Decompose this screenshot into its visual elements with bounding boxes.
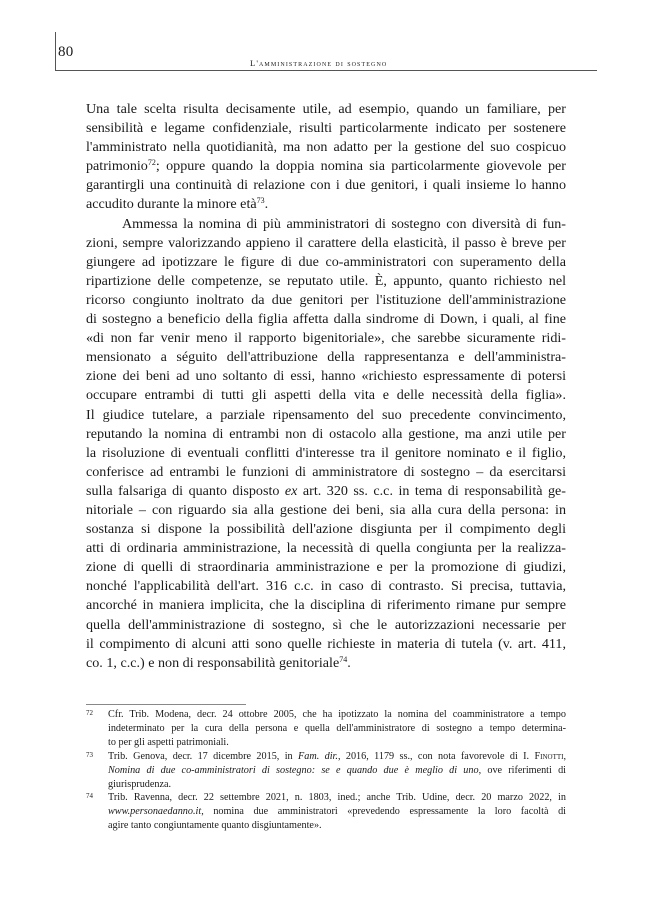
footnote-ref-72[interactable]: 72 — [147, 158, 156, 168]
footnote-line: giurisprudenza. — [108, 778, 172, 790]
text-line: ancorché in maniera implicita, che la disciplina di riferimento rimane pur sempre — [86, 597, 566, 614]
text-line — [86, 157, 566, 176]
footnote-72 — [86, 708, 566, 750]
footnote-line — [108, 805, 566, 819]
paragraph-1 — [86, 100, 566, 215]
footnotes — [86, 708, 566, 833]
text-line: conferisce ad entrambi le funzioni di amministratore di sostegno – da esercitarsi — [86, 463, 566, 480]
footnote-number: 74 — [86, 792, 93, 801]
body-text — [86, 100, 566, 673]
text-run-italic: Nomina di due co-amministratori di sostegno: se e quando due è meglio di uno — [108, 764, 479, 776]
text-line: di sostegno a beneficio della figlia affetta dalla sindrome di Down, i quali, al fine — [86, 311, 566, 328]
text-line: quella dell'amministrazione di sostegno, sì che le autorizzazioni necessarie per — [86, 616, 566, 633]
text-line: il compimento di alcuni atti sono quelle richieste in materia di tutela (v. art. 411, — [86, 635, 566, 652]
footnote-74 — [86, 791, 566, 833]
running-title: L'amministrazione di sostegno — [250, 58, 388, 68]
text-line: garantirgli una continuità di relazione con i due genitori, i quali insieme lo hanno — [86, 177, 566, 194]
text-line — [86, 195, 566, 214]
text-line: la risoluzione di eventuali conflitti d'interesse tra il genitore nominato e il figlio, — [86, 444, 566, 461]
footnote-73 — [86, 750, 566, 792]
text-run: , ove riferimenti di — [478, 764, 566, 776]
text-run: , 2016, 1179 ss., con nota favorevole di I. — [337, 750, 535, 762]
footnote-line: agire tanto congiuntamente quanto disgiuntamente». — [108, 820, 322, 832]
text-run: patrimonio — [86, 158, 148, 175]
text-run-italic: ex — [284, 482, 298, 499]
text-line: zioni, sempre valorizzando appieno il carattere della elasticità, il passo è breve per — [86, 234, 566, 251]
footnote-line: Trib. Ravenna, decr. 22 settembre 2021, n. 1803, ined.; anche Trib. Udine, decr. 20 marzo 2022, in — [108, 792, 566, 804]
header-vertical-rule — [55, 32, 56, 70]
text-run: art. 320 ss. c.c. in tema di responsabilità ge- — [297, 482, 567, 499]
paragraph-2 — [86, 215, 566, 673]
text-line: zione dei beni ad uno soltanto di essi, hanno «richiesto espressamente di potersi — [86, 368, 566, 385]
footnote-number: 73 — [86, 750, 93, 759]
text-line: ricorso congiunto inoltrato da due genitori per l'istituzione dell'amministrazione — [86, 291, 566, 308]
footnote-ref-73[interactable]: 73 — [256, 196, 265, 206]
text-line: Ammessa la nomina di più amministratori di sostegno con diversità di fun- — [122, 215, 566, 232]
footnote-ref-74[interactable]: 74 — [339, 654, 348, 664]
text-run: ; oppure quando la doppia nomina sia particolarmente giovevole per — [155, 158, 566, 175]
text-run: , — [563, 750, 567, 762]
text-line: zione di quelli di straordinaria amministrazione e per la promozione di giudizi, — [86, 559, 566, 576]
footnote-number: 72 — [86, 709, 93, 717]
text-line: «di non far venir meno il rapporto bigenitoriale», che sarebbe sicuramente ridi- — [86, 330, 566, 347]
text-line: mensionato a séguito dell'attribuzione della rappresentanza e dell'amministra- — [86, 349, 566, 366]
author-name: Finotti — [534, 750, 564, 762]
text-line — [86, 654, 566, 673]
page-number: 80 — [58, 44, 74, 60]
footnote-line: to per gli aspetti patrimoniali. — [108, 736, 229, 748]
header-rule — [55, 70, 597, 71]
text-run: co. 1, c.c.) e non di responsabilità genitoriale — [86, 654, 340, 671]
footnote-line: indeterminato per la cura della persona e quella dell'amministratore di sostegno a tempo determina- — [108, 722, 566, 734]
text-line: nonché l'applicabilità dell'art. 316 c.c. in caso di contrasto. Si precisa, tuttavia, — [86, 578, 566, 595]
text-line: sensibilità e legame confidenziale, risulti particolarmente indicato per sostenere — [86, 120, 566, 137]
footnote-line — [108, 750, 566, 764]
text-line: atti di ordinaria amministrazione, la necessità di quella congiunta per la realizza- — [86, 540, 566, 557]
text-line: reputando la nomina di entrambi non di ostacolo alla gestione, ma anzi utile per — [86, 425, 566, 442]
text-run: accudito durante la minore età — [86, 196, 257, 213]
text-run: . — [347, 654, 351, 671]
text-line: ripartizione delle competenze, se reputato utile. È, appunto, quanto richiesto nel — [86, 272, 566, 289]
text-line: occupare entrambi di tutti gli aspetti della vita e delle necessità della figlia». — [86, 387, 566, 404]
text-run: Trib. Genova, decr. 17 dicembre 2015, in — [108, 750, 299, 762]
text-run: , nomina due amministratori «prevedendo espressamente la loro facoltà di — [201, 806, 566, 818]
text-run-italic: Fam. dir. — [298, 750, 338, 762]
text-line: sostanza si dispone la possibilità dell'azione disgiunta per il compimento degli — [86, 521, 566, 538]
text-line: nitoriale – con riguardo sia alla gestione dei beni, sia alla cura della persona: in — [86, 501, 566, 518]
text-line: giungere ad ipotizzare le figure di due co-amministratori con superamento della — [86, 253, 566, 270]
footnote-line — [108, 764, 566, 778]
text-line: Il giudice tutelare, a parziale ripensamento del suo precedente convincimento, — [86, 406, 566, 423]
footnote-line: Cfr. Trib. Modena, decr. 24 ottobre 2005, che ha ipotizzato la nomina del coamministratore a tempo — [108, 709, 566, 720]
website-link[interactable]: www.personaedanno.it — [108, 806, 202, 818]
footnote-rule — [86, 704, 246, 705]
text-run: sulla falsariga di quanto disposto — [86, 482, 285, 499]
text-line: Una tale scelta risulta decisamente utile, ad esempio, quando un familiare, per — [86, 101, 566, 117]
text-line: l'amministrato nella quotidianità, ma non adatto per la gestione del suo cospicuo — [86, 139, 566, 156]
text-line — [86, 482, 566, 501]
text-run: . — [264, 196, 269, 213]
